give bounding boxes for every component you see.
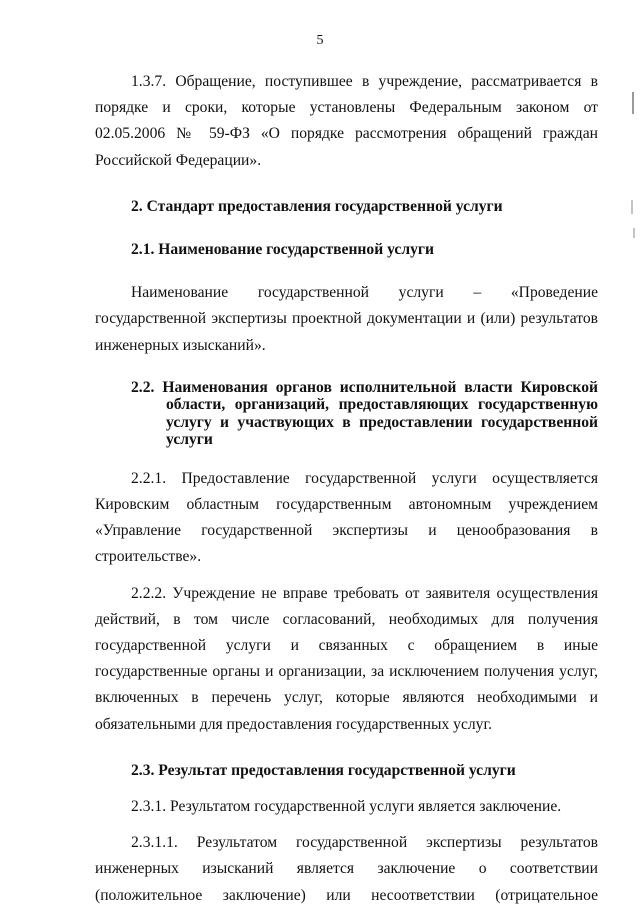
heading-section-2: 2. Стандарт предоставления государственной услуги <box>131 197 503 215</box>
page-content <box>95 69 598 909</box>
scan-artifact <box>631 200 633 214</box>
paragraph-1-3-7: 1.3.7. Обращение, поступившее в учреждение, рассматривается в порядке и сроки, которые установлены Федеральным законом от 02.05.2006 № 59-ФЗ «О порядке рассмотрения обращений граждан Российской Федерации». <box>95 73 598 169</box>
page-number: 5 <box>316 33 324 48</box>
paragraph-2-3-1: 2.3.1. Результатом государственной услуги является заключение. <box>131 798 562 816</box>
heading-2-3: 2.3. Результат предоставления государственной услуги <box>131 761 516 779</box>
paragraph-2-2-2: 2.2.2. Учреждение не вправе требовать от заявителя осуществления действий, в том числе согласований, необходимых для получения государственной услуги и связанных с обращением в иные государственные органы и организации, за исключением получения услуг, включенных в перечень услуг, которые являются необходимыми и обязательными для предоставления государственных услуг. <box>95 584 598 733</box>
paragraph-2-2-1: 2.2.1. Предоставление государственной услуги осуществляется Кировским областным государственным автономным учреждением «Управление государственной экспертизы и ценообразования в строительстве». <box>95 469 598 566</box>
paragraph-2-1: Наименование государственной услуги – «Проведение государственной экспертизы проектной документации и (или) результатов инженерных изысканий». <box>95 284 598 354</box>
heading-2-1: 2.1. Наименование государственной услуги <box>131 241 434 259</box>
paragraph-2-3-1-1: 2.3.1.1. Результатом государственной экспертизы результатов инженерных изысканий является заключение о соответствии (положительное заключение) или несоответствии (отрицательное <box>95 834 598 904</box>
heading-2-2: 2.2. Наименования органов исполнительной власти Кировской области, организаций, предоставляющих государственную услугу и участвующих в предоставлении государственной услуги <box>131 378 598 449</box>
scan-artifact <box>633 228 635 238</box>
scan-artifact <box>632 92 634 114</box>
